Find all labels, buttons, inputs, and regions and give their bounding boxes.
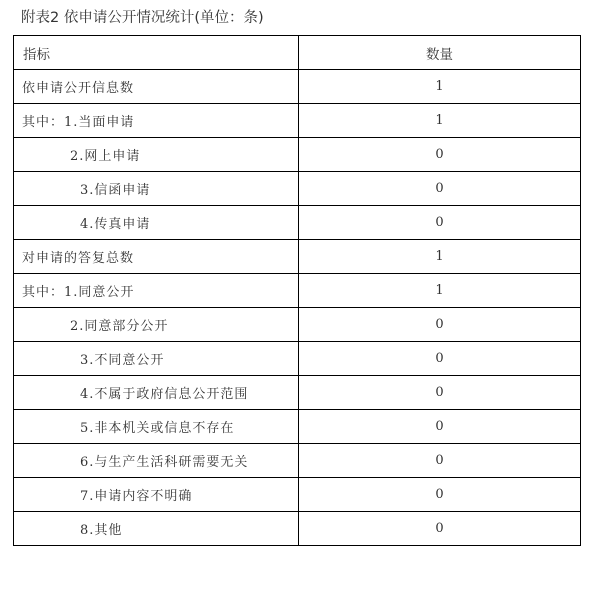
row-label: 3.不同意公开 (14, 342, 299, 376)
table-row (14, 478, 581, 512)
header-indicator: 指标 (14, 36, 299, 70)
row-value: 0 (299, 376, 581, 410)
table-caption: 附表2 依申请公开情况统计(单位：条) (21, 10, 264, 26)
table-row (14, 376, 581, 410)
row-value: 0 (299, 478, 581, 512)
row-value: 0 (299, 342, 581, 376)
table-row (14, 342, 581, 376)
table-row (14, 444, 581, 478)
table-row (14, 172, 581, 206)
table-row (14, 410, 581, 444)
row-value: 0 (299, 444, 581, 478)
row-label: 7.申请内容不明确 (14, 478, 299, 512)
row-value: 1 (299, 274, 581, 308)
row-label: 6.与生产生活科研需要无关 (14, 444, 299, 478)
table-row (14, 274, 581, 308)
table-row (14, 206, 581, 240)
table-body (14, 70, 581, 546)
row-value: 0 (299, 410, 581, 444)
row-label: 8.其他 (14, 512, 299, 546)
row-value: 0 (299, 206, 581, 240)
row-value: 0 (299, 512, 581, 546)
row-label: 2.同意部分公开 (14, 308, 299, 342)
row-label: 2.网上申请 (14, 138, 299, 172)
table-row (14, 104, 581, 138)
row-label: 其中：1.同意公开 (14, 274, 299, 308)
row-value: 0 (299, 172, 581, 206)
table-row (14, 512, 581, 546)
table-row (14, 240, 581, 274)
row-label: 依申请公开信息数 (14, 70, 299, 104)
header-quantity: 数量 (299, 36, 581, 70)
table-row (14, 308, 581, 342)
row-value: 0 (299, 138, 581, 172)
table-row (14, 70, 581, 104)
row-label: 5.非本机关或信息不存在 (14, 410, 299, 444)
row-value: 1 (299, 240, 581, 274)
row-label: 4.传真申请 (14, 206, 299, 240)
table-row (14, 138, 581, 172)
row-value: 1 (299, 104, 581, 138)
row-value: 0 (299, 308, 581, 342)
row-value: 1 (299, 70, 581, 104)
row-label: 3.信函申请 (14, 172, 299, 206)
row-label: 对申请的答复总数 (14, 240, 299, 274)
row-label: 4.不属于政府信息公开范围 (14, 376, 299, 410)
application-disclosure-table (13, 35, 581, 546)
row-label: 其中：1.当面申请 (14, 104, 299, 138)
table-header-row (14, 36, 581, 70)
